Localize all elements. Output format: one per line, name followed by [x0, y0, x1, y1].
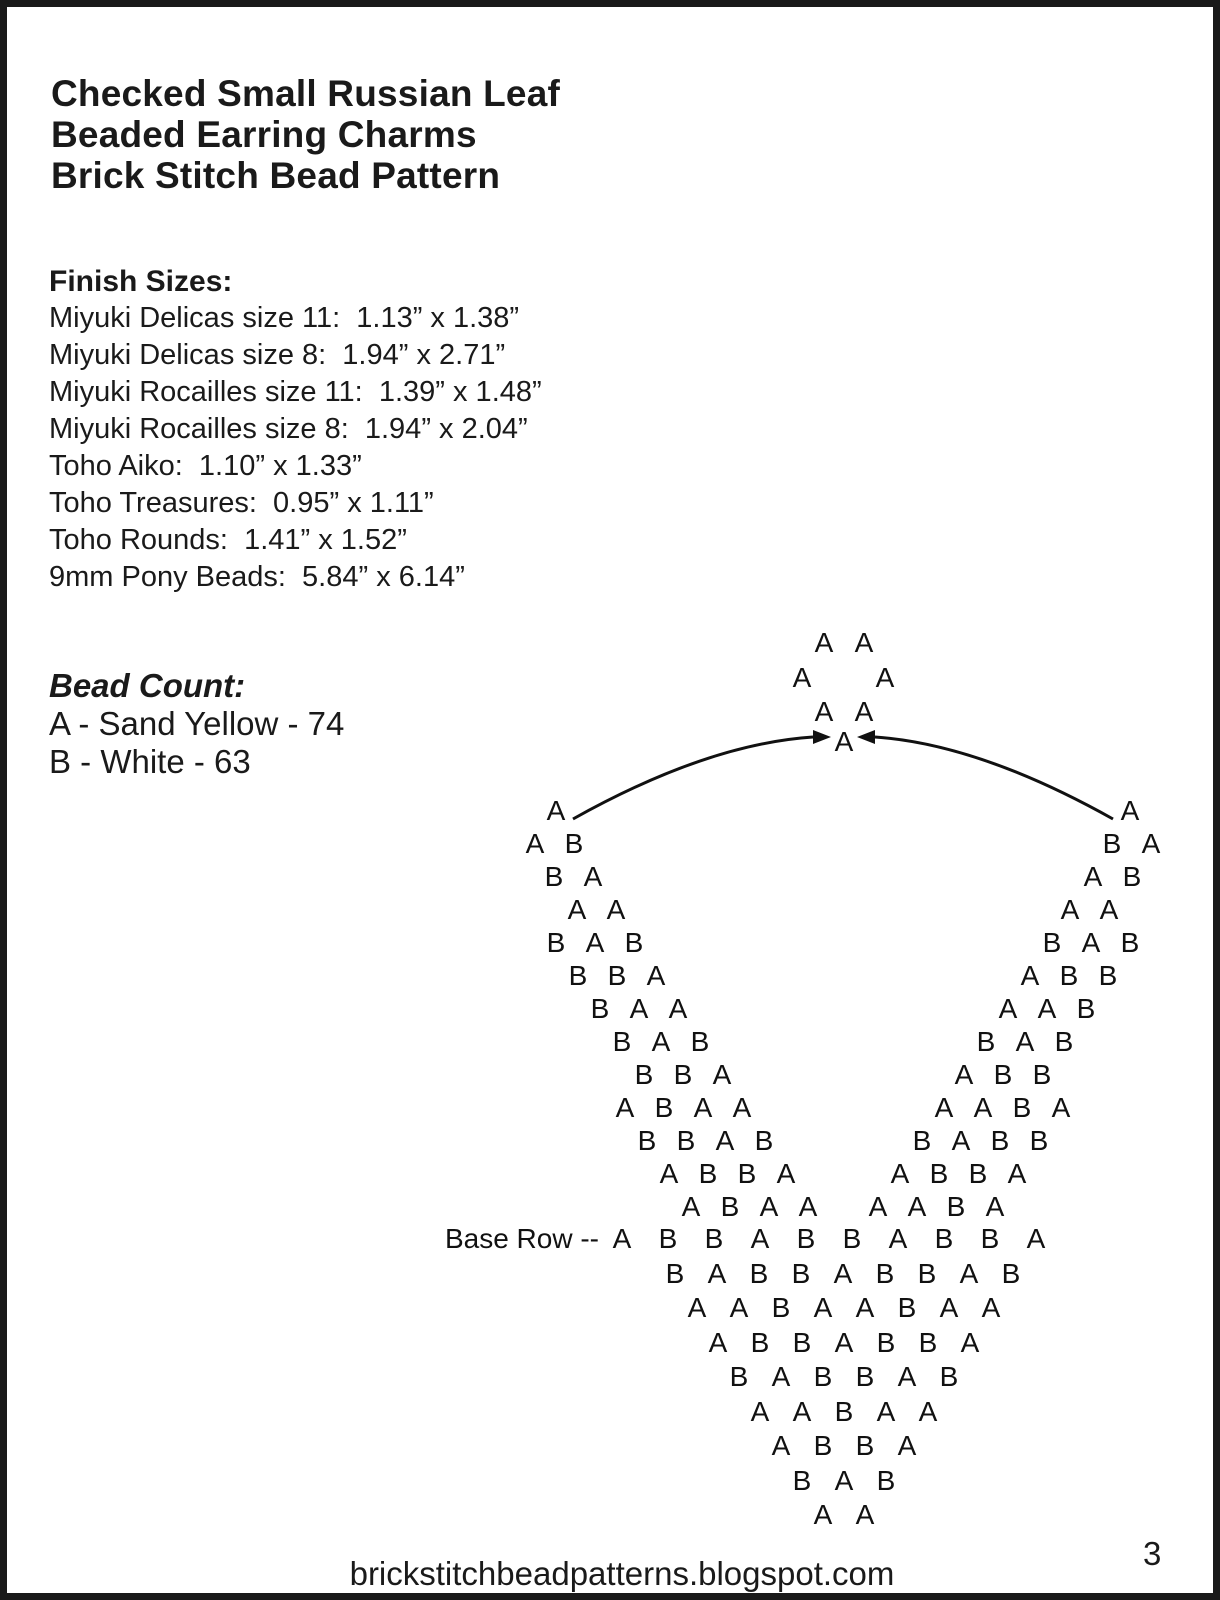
- bead-letter-a: A: [792, 1396, 812, 1427]
- bead-letter-a: A: [934, 1092, 954, 1123]
- bead-letter-a: A: [525, 828, 545, 859]
- bottom-row-2: [7, 1294, 1220, 1322]
- bead-letter-b: B: [918, 1327, 938, 1358]
- bead-letter-a: A: [771, 1361, 791, 1392]
- bead-letter-b: B: [607, 960, 627, 991]
- bead-letter-b: B: [546, 927, 566, 958]
- bead-letter-b: B: [946, 1191, 966, 1222]
- right-arm-row-2: [7, 830, 1220, 858]
- bead-letter-a: A: [612, 1223, 632, 1254]
- bead-letter-b: B: [796, 1223, 816, 1254]
- bead-letter-a: A: [918, 1396, 938, 1427]
- bead-letter-a: A: [897, 1361, 917, 1392]
- bead-letter-a: A: [707, 1258, 727, 1289]
- loop-row-3: [7, 698, 1220, 726]
- bead-letter-a: A: [659, 1158, 679, 1189]
- right-arm-row-1: [7, 797, 1220, 825]
- bead-letter-a: A: [1083, 861, 1103, 892]
- bead-letter-b: B: [897, 1292, 917, 1323]
- bead-letter-b: B: [754, 1125, 774, 1156]
- finish-size-item: Toho Aiko: 1.10” x 1.33”: [49, 450, 362, 482]
- bead-letter-a: A: [750, 1223, 770, 1254]
- bead-letter-a: A: [1051, 1092, 1071, 1123]
- bead-letter-b: B: [771, 1292, 791, 1323]
- bottom-row-5: [7, 1398, 1220, 1426]
- bead-letter-a: A: [959, 1258, 979, 1289]
- bead-letter-a: A: [876, 1396, 896, 1427]
- right-arm-row-12: [7, 1160, 1220, 1188]
- bottom-row-1: [7, 1260, 1220, 1288]
- bead-letter-b: B: [749, 1258, 769, 1289]
- bead-letter-b: B: [673, 1059, 693, 1090]
- bead-letter-b: B: [813, 1430, 833, 1461]
- bead-letter-a: A: [890, 1158, 910, 1189]
- bead-letter-a: A: [833, 1258, 853, 1289]
- right-arm-row-6: [7, 962, 1220, 990]
- bottom-row-3: [7, 1329, 1220, 1357]
- bead-letter-b: B: [1012, 1092, 1032, 1123]
- bead-letter-b: B: [792, 1327, 812, 1358]
- bead-letter-a: A: [750, 1396, 770, 1427]
- bead-letter-a: A: [1007, 1158, 1027, 1189]
- bead-letter-b: B: [792, 1465, 812, 1496]
- bead-letter-b: B: [980, 1223, 1000, 1254]
- bead-letter-b: B: [993, 1059, 1013, 1090]
- bottom-row-6: [7, 1432, 1220, 1460]
- bead-letter-b: B: [1098, 960, 1118, 991]
- bead-letter-a: A: [546, 795, 566, 826]
- bead-letter-b: B: [564, 828, 584, 859]
- bead-letter-b: B: [1032, 1059, 1052, 1090]
- bead-letter-b: B: [654, 1092, 674, 1123]
- bead-letter-b: B: [1076, 993, 1096, 1024]
- bead-letter-b: B: [876, 1465, 896, 1496]
- bead-letter-b: B: [791, 1258, 811, 1289]
- bead-letter-a: A: [954, 1059, 974, 1090]
- bead-diagram: [7, 7, 1220, 1600]
- bead-letter-b: B: [665, 1258, 685, 1289]
- bead-letter-b: B: [813, 1361, 833, 1392]
- right-arm-row-5: [7, 929, 1220, 957]
- bead-letter-a: A: [668, 993, 688, 1024]
- bead-letter-a: A: [1020, 960, 1040, 991]
- bead-letter-a: A: [834, 1327, 854, 1358]
- bead-letter-b: B: [1120, 927, 1140, 958]
- finish-size-item: Miyuki Delicas size 11: 1.13” x 1.38”: [49, 302, 520, 334]
- bead-letter-a: A: [651, 1026, 671, 1057]
- bead-letter-a: A: [776, 1158, 796, 1189]
- right-arm-row-7: [7, 995, 1220, 1023]
- title-line-2: Beaded Earring Charms: [51, 114, 477, 155]
- bead-letter-a: A: [1141, 828, 1161, 859]
- bead-letter-a: A: [854, 627, 874, 658]
- bead-letter-a: A: [985, 1191, 1005, 1222]
- right-arm-row-9: [7, 1061, 1220, 1089]
- bead-letter-a: A: [792, 662, 812, 693]
- bead-letter-a: A: [814, 696, 834, 727]
- bead-letter-a: A: [1099, 894, 1119, 925]
- bottom-row-7: [7, 1467, 1220, 1495]
- bead-letter-a: A: [1026, 1223, 1046, 1254]
- bead-letter-b: B: [612, 1026, 632, 1057]
- bead-letter-a: A: [729, 1292, 749, 1323]
- page-number: 3: [1143, 1535, 1162, 1572]
- bead-letter-b: B: [917, 1258, 937, 1289]
- bead-letter-a: A: [813, 1292, 833, 1323]
- bead-letter-a: A: [1120, 795, 1140, 826]
- bead-letter-b: B: [968, 1158, 988, 1189]
- bead-letter-b: B: [729, 1361, 749, 1392]
- bead-letter-b: B: [912, 1125, 932, 1156]
- bead-letter-b: B: [750, 1327, 770, 1358]
- bead-letter-b: B: [698, 1158, 718, 1189]
- bead-letter-a: A: [759, 1191, 779, 1222]
- bead-letter-b: B: [855, 1430, 875, 1461]
- bead-letter-a: A: [854, 696, 874, 727]
- bead-letter-b: B: [842, 1223, 862, 1254]
- bead-letter-b: B: [1059, 960, 1079, 991]
- bead-letter-a: A: [973, 1092, 993, 1123]
- base-row-label: Base Row --: [444, 1223, 599, 1254]
- finish-size-item: Toho Rounds: 1.41” x 1.52”: [49, 524, 407, 556]
- finish-size-item: Toho Treasures: 0.95” x 1.11”: [49, 487, 434, 519]
- bead-letter-b: B: [690, 1026, 710, 1057]
- bead-letter-a: A: [907, 1191, 927, 1222]
- bead-letter-b: B: [976, 1026, 996, 1057]
- bead-letter-b: B: [737, 1158, 757, 1189]
- title-line-1: Checked Small Russian Leaf: [51, 73, 560, 114]
- bead-letter-a: A: [606, 894, 626, 925]
- bead-count-item-a: A - Sand Yellow - 74: [49, 705, 345, 742]
- loop-row-2: [7, 664, 1220, 692]
- right-arm-row-11: [7, 1127, 1220, 1155]
- bead-letter-a: A: [567, 894, 587, 925]
- bead-letter-b: B: [658, 1223, 678, 1254]
- bead-letter-a: A: [1060, 894, 1080, 925]
- bead-letter-a: A: [951, 1125, 971, 1156]
- bead-letter-a: A: [687, 1292, 707, 1323]
- bead-letter-a: A: [875, 662, 895, 693]
- bead-letter-b: B: [637, 1125, 657, 1156]
- bead-letter-a: A: [715, 1125, 735, 1156]
- base-row: [7, 1225, 1220, 1253]
- bead-letter-a: A: [814, 627, 834, 658]
- bead-letter-b: B: [939, 1361, 959, 1392]
- bead-letter-a: A: [708, 1327, 728, 1358]
- bead-letter-a: A: [583, 861, 603, 892]
- finish-size-item: Miyuki Rocailles size 11: 1.39” x 1.48”: [49, 376, 542, 408]
- bead-letter-b: B: [834, 1396, 854, 1427]
- bead-count-item-b: B - White - 63: [49, 743, 251, 780]
- bead-letter-a: A: [693, 1092, 713, 1123]
- bead-letter-a: A: [712, 1059, 732, 1090]
- bead-letter-a: A: [855, 1499, 875, 1530]
- bead-letter-b: B: [934, 1223, 954, 1254]
- bottom-row-8: [7, 1501, 1220, 1529]
- footer-url-link[interactable]: brickstitchbeadpatterns.blogspot.com: [349, 1555, 895, 1592]
- right-arm-row-10: [7, 1094, 1220, 1122]
- finish-size-item: Miyuki Rocailles size 8: 1.94” x 2.04”: [49, 413, 528, 445]
- bead-letter-a: A: [897, 1430, 917, 1461]
- finish-sizes-heading: Finish Sizes:: [49, 265, 233, 298]
- right-arm-row-3: [7, 863, 1220, 891]
- bead-letter-b: B: [624, 927, 644, 958]
- bead-letter-b: B: [855, 1361, 875, 1392]
- right-arm-row-4: [7, 896, 1220, 924]
- finish-size-item: 9mm Pony Beads: 5.84” x 6.14”: [49, 561, 465, 593]
- bead-letter-a: A: [615, 1092, 635, 1123]
- bead-letter-b: B: [568, 960, 588, 991]
- bead-letter-a: A: [629, 993, 649, 1024]
- bead-letter-a: A: [732, 1092, 752, 1123]
- bead-letter-a: A: [1015, 1026, 1035, 1057]
- bead-count-heading: Bead Count:: [49, 667, 246, 704]
- bead-letter-a: A: [868, 1191, 888, 1222]
- loop-row-4: [7, 728, 1220, 756]
- bead-letter-b: B: [929, 1158, 949, 1189]
- bead-letter-b: B: [676, 1125, 696, 1156]
- bead-letter-a: A: [981, 1292, 1001, 1323]
- bead-letter-a: A: [646, 960, 666, 991]
- bead-letter-a: A: [939, 1292, 959, 1323]
- right-arm-row-8: [7, 1028, 1220, 1056]
- bead-letter-a: A: [1037, 993, 1057, 1024]
- bead-letter-a: A: [855, 1292, 875, 1323]
- loop-row-1: [7, 629, 1220, 657]
- bead-letter-b: B: [875, 1258, 895, 1289]
- bead-letter-a: A: [585, 927, 605, 958]
- bead-letter-b: B: [634, 1059, 654, 1090]
- bead-letter-b: B: [590, 993, 610, 1024]
- bottom-row-4: [7, 1363, 1220, 1391]
- bead-letter-b: B: [720, 1191, 740, 1222]
- bead-letter-a: A: [798, 1191, 818, 1222]
- bead-letter-b: B: [704, 1223, 724, 1254]
- bead-letter-b: B: [1029, 1125, 1049, 1156]
- bead-letter-b: B: [990, 1125, 1010, 1156]
- bead-letter-a: A: [813, 1499, 833, 1530]
- bead-letter-b: B: [1054, 1026, 1074, 1057]
- bead-letter-a: A: [1081, 927, 1101, 958]
- bead-letter-a: A: [771, 1430, 791, 1461]
- finish-size-item: Miyuki Delicas size 8: 1.94” x 2.71”: [49, 339, 506, 371]
- right-arm-row-13: [7, 1193, 1220, 1221]
- bead-letter-b: B: [1042, 927, 1062, 958]
- bead-letter-a: A: [998, 993, 1018, 1024]
- bead-letter-a: A: [888, 1223, 908, 1254]
- bead-letter-b: B: [544, 861, 564, 892]
- bead-letter-b: B: [1122, 861, 1142, 892]
- bead-letter-a: A: [681, 1191, 701, 1222]
- bead-letter-b: B: [1001, 1258, 1021, 1289]
- bead-letter-a: A: [960, 1327, 980, 1358]
- bead-letter-b: B: [1102, 828, 1122, 859]
- bead-letter-b: B: [876, 1327, 896, 1358]
- title-line-3: Brick Stitch Bead Pattern: [51, 155, 501, 196]
- bead-letter-a: A: [834, 726, 854, 757]
- bead-letter-a: A: [834, 1465, 854, 1496]
